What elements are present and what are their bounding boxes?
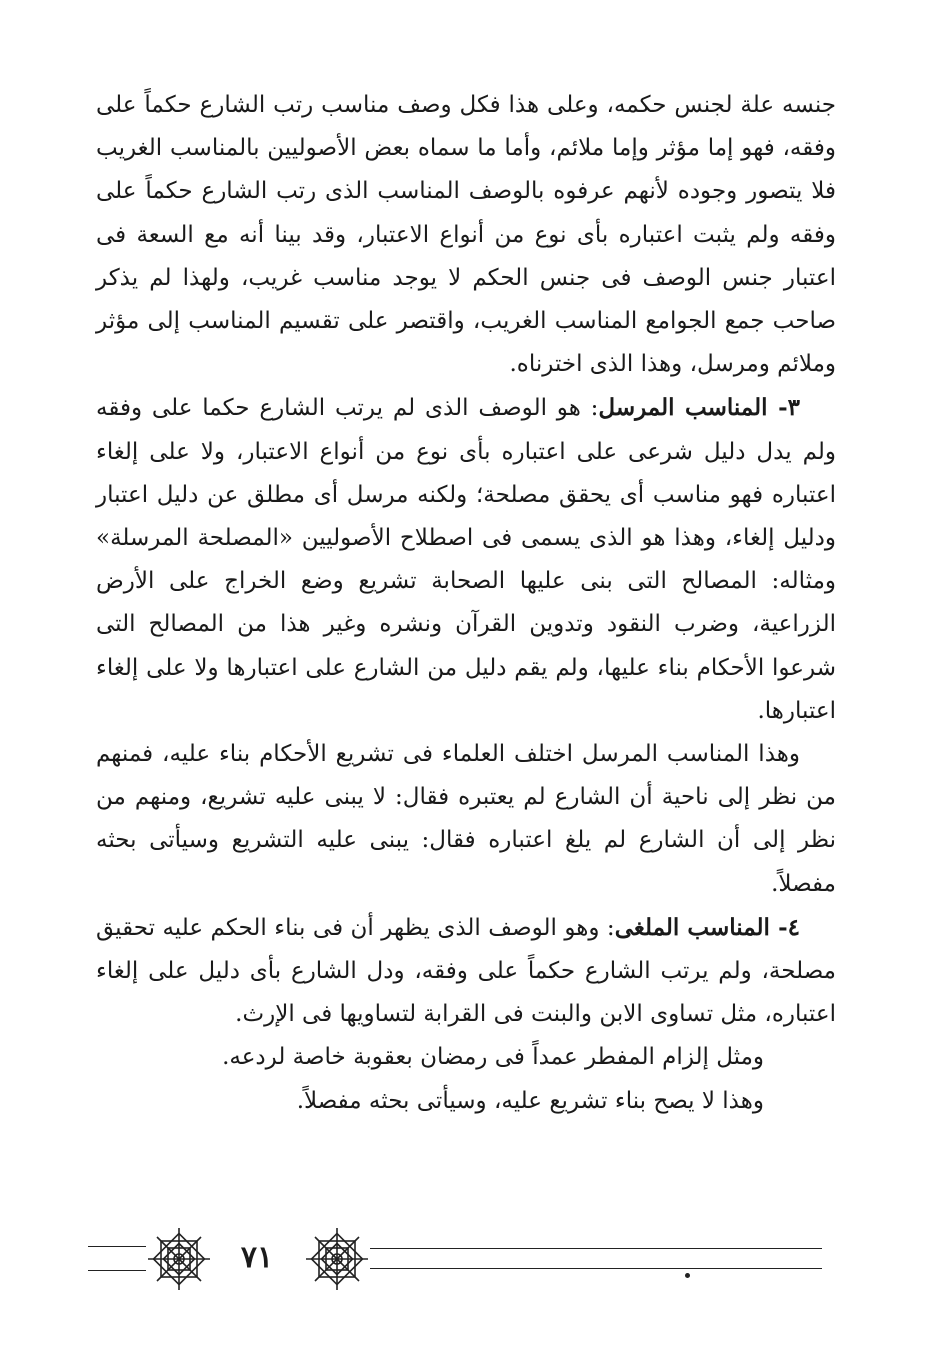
star-ornament-icon xyxy=(146,1226,212,1292)
star-ornament-icon xyxy=(304,1226,370,1292)
page-footer xyxy=(0,1226,932,1316)
paragraph-text: : هو الوصف الذى لم يرتب الشارع حكما على وفقه ولم يدل دليل شرعى على اعتباره بأى نوع من أنواع الاعتبار، ولا على إلغاء اعتباره فهو مناسب أى يحقق مصلحة؛ ولكنه مرسل أى مطلق عن دليل اعتبار ودليل إلغاء، وهذا هو الذى يسمى فى اصطلاح الأصوليين «المصلحة المرسلة» ومثاله: المصالح التى بنى عليها الصحابة تشريع وضع الخراج على الأرض الزراعية، وضرب النقود وتدوين القرآن ونشره وغير هذا من المصالح التى شرعوا الأحكام بناء عليها، ولم يقم دليل من الشارع على اعتبارها ولا على إلغاء اعتبارها. xyxy=(96,395,837,724)
footer-dot xyxy=(685,1273,690,1278)
paragraph-text: : وهو الوصف الذى يظهر أن فى بناء الحكم عليه تحقيق مصلحة، ولم يرتب الشارع حكماً على وفقه، ودل الشارع بأى دليل على إلغاء اعتباره، مثل تساوى الابن والبنت فى القرابة لتساويها فى الإرث. xyxy=(96,914,836,1028)
section-heading: ٣- المناسب المرسل xyxy=(598,394,800,422)
body-text xyxy=(96,84,836,1123)
footer-rule-right-bottom xyxy=(370,1268,822,1269)
footer-rule-right-top xyxy=(370,1248,822,1249)
paragraph-munasib-mursal xyxy=(96,386,836,733)
paragraph-text: وهذا لا يصح بناء تشريع عليه، وسيأتى بحثه مفصلاً. xyxy=(296,1087,764,1114)
section-heading: ٤- المناسب الملغى xyxy=(614,913,800,941)
page-number: ٧١ xyxy=(240,1240,274,1275)
paragraph-example xyxy=(96,1036,836,1079)
paragraph-ikhtilaf xyxy=(96,733,836,906)
footer-rule-left-top xyxy=(88,1246,146,1247)
paragraph-text: جنسه علة لجنس حكمه، وعلى هذا فكل وصف مناسب رتب الشارع حكماً على وفقه، فهو إما مؤثر وإما ملائم، وأما ما سماه بعض الأصوليين بالمناسب الغريب فلا يتصور وجوده لأنهم عرفوه بالوصف المناسب الذى رتب الشارع حكماً على وفقه ولم يثبت اعتباره بأى نوع من أنواع الاعتبار، وقد بينا أنه مع السعة فى اعتبار جنس الوصف فى جنس الحكم لا يوجد مناسب غريب، ولهذا لم يذكر صاحب جمع الجوامع المناسب الغريب، واقتصر على تقسيم المناسب إلى مؤثر وملائم ومرسل، وهذا الذى اخترناه. xyxy=(96,92,836,378)
paragraph-text: وهذا المناسب المرسل اختلف العلماء فى تشريع الأحكام بناء عليه، فمنهم من نظر إلى ناحية أن الشارع لم يعتبره فقال: لا يبنى عليه تشريع، ومنهم من نظر إلى أن الشارع لم يلغ اعتباره فقال: يبنى عليه التشريع وسيأتى بحثه مفصلاً. xyxy=(96,741,836,897)
paragraph-text: ومثل إلزام المفطر عمداً فى رمضان بعقوبة خاصة لردعه. xyxy=(222,1044,764,1071)
paragraph-munasib-mulgha xyxy=(96,906,836,1037)
paragraph-conclusion xyxy=(96,1080,836,1123)
footer-rule-left-bottom xyxy=(88,1270,146,1271)
paragraph-continuation xyxy=(96,84,836,386)
